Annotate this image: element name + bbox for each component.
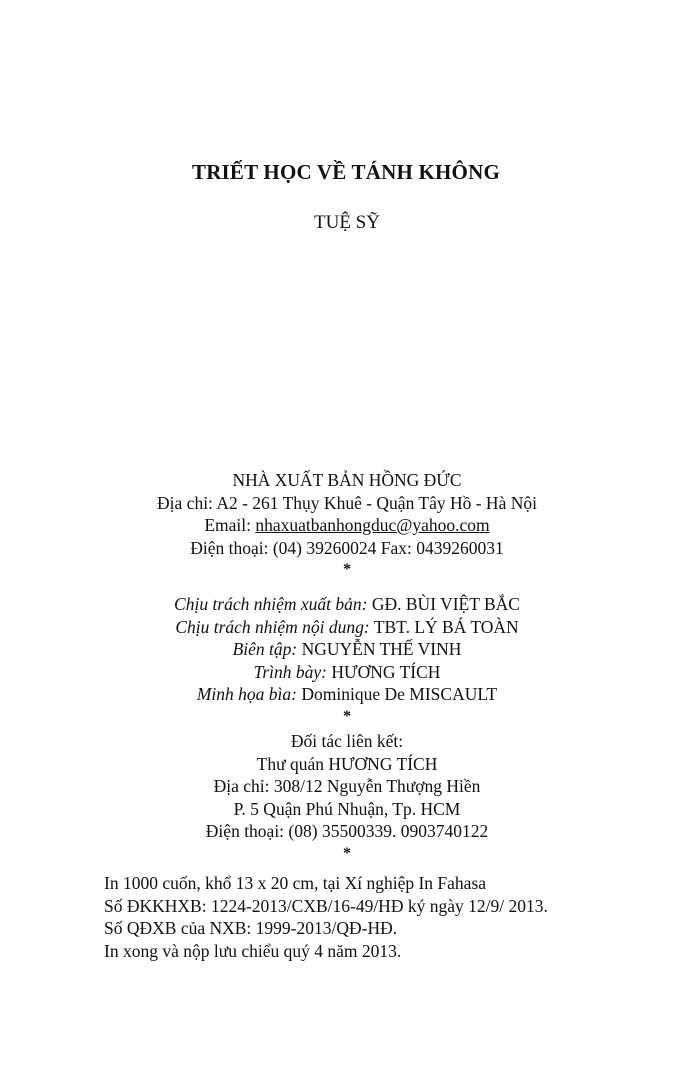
partner-name: Thư quán HƯƠNG TÍCH <box>256 753 438 774</box>
book-author: TUỆ SỸ <box>314 212 380 233</box>
credit-line-content <box>0 616 694 639</box>
publisher-fax-label: Fax: <box>380 537 412 558</box>
partner-block <box>0 730 694 864</box>
partner-phone: Điện thoại: (08) 35500339. 0903740122 <box>205 821 489 841</box>
publisher-address <box>0 492 694 515</box>
credit-line-editor <box>0 638 694 661</box>
credit-role: Biên tập: <box>232 639 298 659</box>
credit-line-layout <box>0 661 694 684</box>
separator-star-1: * <box>343 561 351 578</box>
publisher-fax-value: 0439260031 <box>416 537 504 558</box>
credit-role: Chịu trách nhiệm nội dung: <box>175 616 370 637</box>
publisher-block <box>0 469 694 580</box>
separator-star-3: * <box>343 844 351 862</box>
credit-line-publishing <box>0 593 694 616</box>
partner-address-line1: Địa chỉ: 308/12 Nguyễn Thượng Hiền <box>213 776 481 796</box>
credit-name: NGUYỄN THẾ VINH <box>301 639 462 659</box>
partner-heading: Đối tác liên kết: <box>290 731 404 751</box>
printing-line: In 1000 cuốn, khổ 13 x 20 cm, tại Xí nghiệp In Fahasa <box>104 873 487 893</box>
printing-info <box>104 872 548 962</box>
credit-name: HƯƠNG TÍCH <box>331 661 441 682</box>
publisher-email <box>0 514 694 537</box>
publisher-phone-label: Điện thoại: <box>190 537 269 558</box>
publisher-phone-value: (04) 39260024 <box>272 537 377 558</box>
publisher-contact <box>0 537 694 560</box>
credit-name: Dominique De MISCAULT <box>301 684 498 704</box>
credit-role: Chịu trách nhiệm xuất bản: <box>174 594 368 614</box>
credit-role: Minh họa bìa: <box>196 684 297 704</box>
printing-line: Số QĐXB của NXB: 1999-2013/QĐ-HĐ. <box>104 918 398 938</box>
publisher-address-value: A2 - 261 Thụy Khuê - Quận Tây Hồ - Hà Nội <box>216 492 537 513</box>
credit-name: TBT. LÝ BÁ TOÀN <box>373 616 519 637</box>
publisher-email-label: Email: <box>204 515 251 535</box>
separator-star-2: * <box>343 707 351 725</box>
publisher-address-label: Địa chỉ: <box>157 492 213 513</box>
publisher-email-link[interactable]: nhaxuatbanhongduc@yahoo.com <box>255 515 490 535</box>
partner-address-line2: P. 5 Quận Phú Nhuận, Tp. HCM <box>233 798 461 819</box>
printing-line: In xong và nộp lưu chiểu quý 4 năm 2013. <box>104 940 402 961</box>
credit-line-cover <box>0 683 694 706</box>
book-title: TRIẾT HỌC VỀ TÁNH KHÔNG <box>191 160 500 184</box>
printing-line: Số ĐKKHXB: 1224-2013/CXB/16-49/HĐ ký ngày 12/9/ 2013. <box>104 895 548 916</box>
credit-role: Trình bày: <box>253 661 327 682</box>
credits-block <box>0 593 694 727</box>
credit-name: GĐ. BÙI VIỆT BẮC <box>371 594 520 614</box>
publisher-name: NHÀ XUẤT BẢN HỒNG ĐỨC <box>232 470 462 490</box>
